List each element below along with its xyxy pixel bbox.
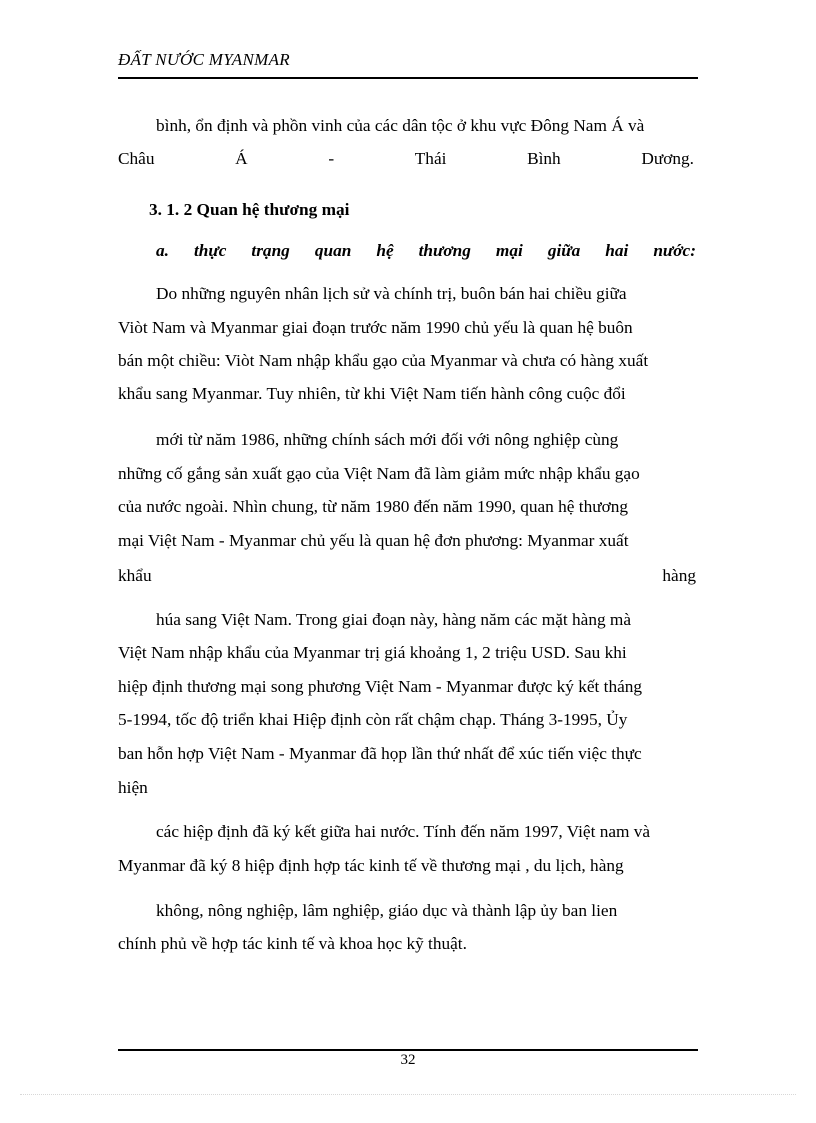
text-line: ban hỗn hợp Việt Nam - Myanmar đã họp lần thứ nhất để xúc tiến việc thực [118,744,642,763]
word: hệ [376,241,394,260]
page-number: 32 [400,1052,416,1068]
text-line: bán một chiều: Viòt Nam nhập khẩu gạo của Myanmar và chưa có hàng xuất [118,351,649,370]
word: khẩu [118,566,152,585]
word: thương [418,241,471,260]
word: hàng [662,566,696,585]
text-line: hiện [118,778,148,797]
word: Dương. [641,149,694,168]
text-line: không, nông nghiệp, lâm nghiệp, giáo dục và thành lập ủy ban lien [156,901,618,920]
text-line: húa sang Việt Nam. Trong giai đoạn này, hàng năm các mặt hàng mà [156,610,632,629]
text-line: những cố gắng sản xuất gạo của Việt Nam đã làm giảm mức nhập khẩu gạo [118,464,640,483]
footer-rule [118,1049,698,1051]
text-line: các hiệp định đã ký kết giữa hai nước. Tính đến năm 1997, Việt nam và [156,822,651,841]
word: nước: [653,241,696,260]
word: mại [495,241,523,260]
word: Thái [414,149,447,168]
text-line: mới từ năm 1986, những chính sách mới đối với nông nghiệp cùng [156,430,619,449]
text-line-justified [118,566,696,586]
word: Bình [527,149,561,168]
text-line: Viòt Nam và Myanmar giai đoạn trước năm 1990 chủ yếu là quan hệ buôn [118,318,633,337]
text-line: hiệp định thương mại song phương Việt Nam - Myanmar được ký kết tháng [118,677,643,696]
text-line: bình, ổn định và phồn vinh của các dân tộc ở khu vực Đông Nam Á và [156,116,645,135]
text-line: Myanmar đã ký 8 hiệp định hợp tác kinh tế về thương mại , du lịch, hàng [118,856,624,875]
word: Châu [118,149,155,168]
page-edge-dotted-line [20,1094,796,1095]
text-line: của nước ngoài. Nhìn chung, từ năm 1980 đến năm 1990, quan hệ thương [118,497,628,516]
word: - [328,149,335,168]
text-line-justified [118,149,694,169]
text-line: mại Việt Nam - Myanmar chủ yếu là quan hệ đơn phương: Myanmar xuất [118,531,629,550]
text-line: 5-1994, tốc độ triển khai Hiệp định còn rất chậm chạp. Tháng 3-1995, Ủy [118,710,628,729]
header-rule [118,77,698,79]
running-header-title: ĐẤT NƯỚC MYANMAR [118,50,290,69]
word: thực [193,241,227,260]
word: quan [314,241,352,260]
text-line: Việt Nam nhập khẩu của Myanmar trị giá khoảng 1, 2 triệu USD. Sau khi [118,643,627,662]
text-line: khẩu sang Myanmar. Tuy nhiên, từ khi Việt Nam tiến hành công cuộc đổi [118,384,626,403]
word: hai [605,241,629,260]
text-line: Do những nguyên nhân lịch sử và chính trị, buôn bán hai chiều giữa [156,284,627,303]
section-heading: 3. 1. 2 Quan hệ thương mại [149,200,350,219]
word: trạng [251,241,290,260]
subsection-heading [156,241,696,261]
word: giữa [547,241,581,260]
text-line: chính phủ về hợp tác kinh tế và khoa học kỹ thuật. [118,934,467,953]
word: Á [235,149,248,168]
word: a. [156,241,169,260]
